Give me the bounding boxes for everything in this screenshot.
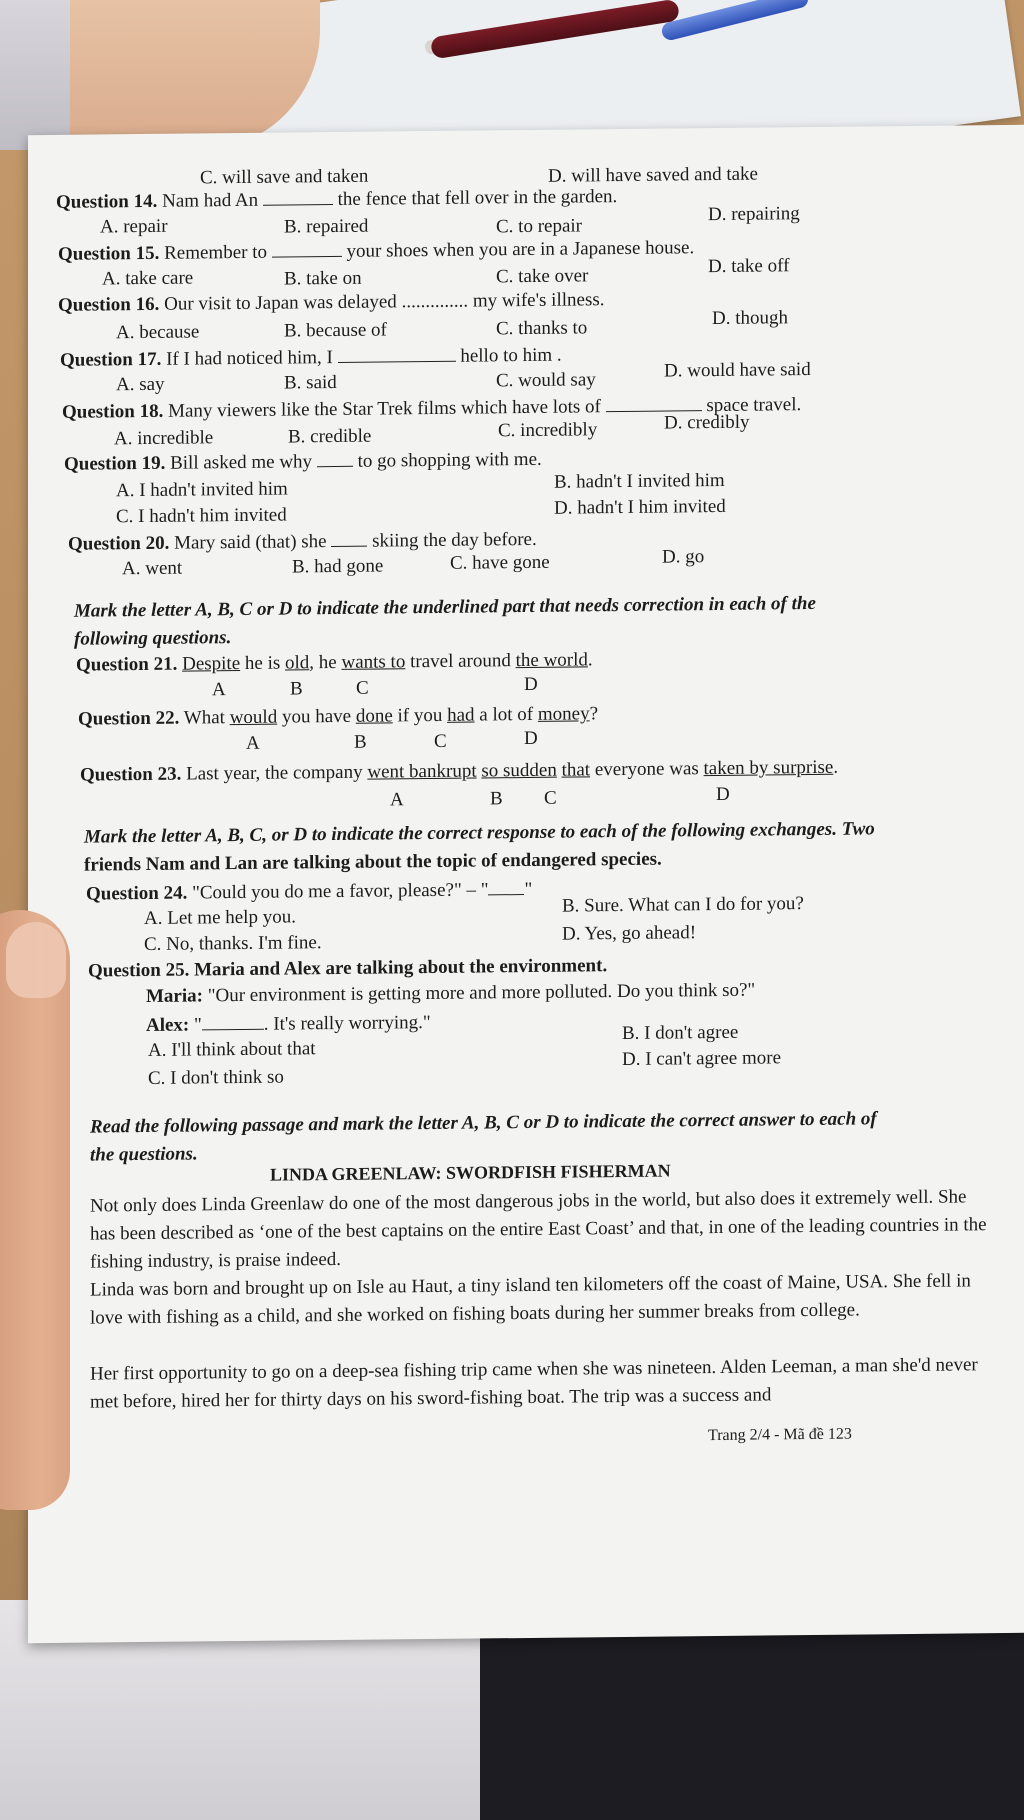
answer-dots: ..............: [401, 290, 469, 313]
q17-option-a: A. say: [116, 373, 165, 396]
underlined-part-c: that: [561, 759, 591, 781]
q16-option-d: D. though: [712, 307, 788, 330]
q16-option-a: A. because: [116, 321, 200, 344]
question-stem-end: ": [524, 878, 533, 901]
answer-blank: [272, 240, 342, 258]
q20-option-a: A. went: [122, 557, 183, 580]
q20-option-d: D. go: [662, 546, 705, 568]
q24-option-c: C. No, thanks. I'm fine.: [144, 932, 322, 956]
q20-option-b: B. had gone: [292, 555, 384, 578]
question-label: Question 23.: [80, 763, 182, 786]
passage-paragraph-3: Her first opportunity to go on a deep-sea fishing trip came when she was nineteen. Alden Leeman, a man she'd never met before, hired her for thirty days on his sword-fishing boat. The trip was a success and: [90, 1354, 978, 1413]
question-label: Question 22.: [78, 707, 180, 730]
q15-option-a: A. take care: [102, 267, 194, 290]
page-footer: Trang 2/4 - Mã đề 123: [708, 1425, 852, 1445]
q22-letter-d: D: [524, 727, 538, 750]
answer-blank: [338, 345, 456, 363]
question-stem-end: space travel.: [706, 394, 802, 417]
passage-paragraph-2: Linda was born and brought up on Isle au Haut, a tiny island ten kilometers off the coast of Maine, USA. She fell in love with fishing as a child, and she worked on fishing boats during her summer breaks from college.: [90, 1270, 971, 1329]
question-stem: Nam had An: [162, 189, 259, 212]
q19-option-c: C. I hadn't him invited: [116, 504, 287, 528]
speaker-alex: Alex:: [146, 1014, 190, 1036]
thumbnail-nail: [6, 922, 66, 998]
q14-option-c: C. to repair: [496, 215, 583, 238]
alex-text: . It's really worrying.": [263, 1011, 431, 1035]
question-label: Question 19.: [64, 452, 166, 475]
sentence-text: if you: [392, 704, 448, 727]
answer-blank: [202, 1013, 264, 1031]
sentence-text: travel around: [405, 650, 516, 673]
q19-option-b: B. hadn't I invited him: [554, 469, 725, 493]
error-section-instruction-1: Mark the letter A, B, C or D to indicate the underlined part that needs correction in each of the: [74, 592, 816, 622]
sentence-text: everyone was: [590, 758, 704, 781]
question-stem-end: skiing the day before.: [372, 528, 537, 552]
question-label: Question 18.: [62, 400, 164, 423]
q17-option-b: B. said: [284, 371, 337, 394]
question-label: Question 25.: [88, 959, 190, 982]
question-stem: Bill asked me why: [170, 451, 313, 474]
maria-text: "Our environment is getting more and more polluted. Do you think so?": [207, 979, 756, 1007]
question-stem: If I had noticed him, I: [166, 347, 333, 370]
answer-blank: [317, 450, 353, 467]
reading-section-instruction-1: Read the following passage and mark the letter A, B, C or D to indicate the correct answer to each of: [90, 1108, 877, 1138]
q17-option-d: D. would have said: [664, 359, 811, 382]
q15-option-b: B. take on: [284, 267, 362, 290]
maria-line: [146, 980, 755, 1009]
question-label: Question 14.: [56, 190, 158, 213]
q23-letter-a: A: [390, 789, 404, 811]
question-stem-end: hello to him .: [460, 344, 562, 367]
question-stem: Maria and Alex are talking about the environment.: [194, 955, 608, 981]
q24-option-a: A. Let me help you.: [144, 906, 296, 930]
answer-blank: [263, 188, 333, 206]
q16-option-b: B. because of: [284, 319, 387, 342]
q14-option-d: D. repairing: [708, 203, 800, 226]
q25-option-c: C. I don't think so: [148, 1066, 284, 1089]
q15-option-d: D. take off: [708, 255, 790, 278]
q22-letter-a: A: [246, 732, 260, 754]
question-label: Question 17.: [60, 348, 162, 371]
question-label: Question 24.: [86, 882, 188, 905]
q21-letter-a: A: [212, 679, 226, 701]
question-label: Question 16.: [58, 293, 160, 316]
thumb: [0, 910, 70, 1510]
q13-option-c: C. will save and taken: [200, 165, 369, 189]
underlined-part-a: would: [229, 706, 278, 729]
speaker-maria: Maria:: [146, 985, 203, 1007]
question-24: [86, 878, 532, 906]
question-label: Question 15.: [58, 242, 160, 265]
question-stem: "Could you do me a favor, please?" – ": [192, 879, 489, 904]
underlined-part-b: done: [355, 705, 393, 727]
underlined-part-a: went bankrupt: [367, 760, 477, 783]
question-stem: Our visit to Japan was delayed: [164, 291, 397, 315]
underlined-part-a: Despite: [182, 652, 241, 675]
q22-letter-c: C: [434, 730, 447, 752]
quote-open: ": [194, 1014, 202, 1036]
sentence-text: .: [587, 649, 593, 671]
sentence-text: ?: [589, 703, 599, 725]
answer-blank: [488, 878, 524, 895]
q18-option-a: A. incredible: [114, 427, 214, 450]
q25-option-b: B. I don't agree: [622, 1021, 739, 1044]
q24-option-b: B. Sure. What can I do for you?: [562, 893, 804, 917]
sentence-text: .: [833, 756, 839, 778]
q18-option-b: B. credible: [288, 425, 372, 448]
exam-sheet: [28, 125, 1024, 1643]
question-17: [60, 344, 562, 373]
question-15: [58, 236, 694, 266]
q18-option-c: C. incredibly: [498, 419, 598, 442]
q23-letter-d: D: [716, 783, 730, 806]
q14-option-b: B. repaired: [284, 215, 369, 238]
q25-option-a: A. I'll think about that: [148, 1038, 316, 1061]
error-section-instruction-2: following questions.: [74, 627, 232, 650]
q21-letter-d: D: [524, 673, 538, 696]
question-stem: Many viewers like the Star Trek films which have lots of: [168, 396, 601, 422]
q19-option-a: A. I hadn't invited him: [116, 478, 288, 502]
question-19: [64, 448, 542, 477]
q21-letter-b: B: [290, 678, 303, 700]
q20-option-c: C. have gone: [450, 551, 550, 574]
sentence-text: What: [183, 707, 230, 729]
sentence-text: Last year, the company: [186, 761, 368, 785]
q15-option-c: C. take over: [496, 265, 589, 288]
question-25: [88, 955, 607, 983]
question-stem: Mary said (that) she: [174, 531, 327, 554]
underlined-part-c: had: [447, 704, 475, 726]
q17-option-c: C. would say: [496, 369, 596, 392]
q23-letter-c: C: [544, 787, 557, 809]
sentence-text: , he: [309, 651, 342, 674]
q13-option-d: D. will have saved and take: [548, 163, 758, 187]
q22-letter-b: B: [354, 731, 367, 753]
question-16: [58, 289, 604, 318]
underlined-part-b: old: [285, 652, 310, 674]
passage-title: LINDA GREENLAW: SWORDFISH FISHERMAN: [270, 1160, 671, 1185]
sentence-text: you have: [277, 705, 356, 728]
question-22: [78, 703, 598, 731]
answer-blank: [331, 530, 367, 547]
question-label: Question 21.: [76, 653, 178, 676]
question-stem-end: my wife's illness.: [472, 289, 605, 312]
q21-letter-c: C: [356, 677, 369, 699]
response-section-instruction-2: friends Nam and Lan are talking about the topic of endangered species.: [84, 848, 662, 876]
underlined-part-d: taken by surprise: [703, 756, 834, 780]
underlined-part-c: wants to: [341, 651, 406, 673]
question-stem-end: your shoes when you are in a Japanese house.: [346, 237, 695, 262]
underlined-part-d: money: [537, 703, 590, 725]
question-stem-end: to go shopping with me.: [357, 448, 542, 472]
question-14: [56, 185, 617, 215]
q18-option-d: D. credibly: [664, 411, 750, 434]
question-stem: Remember to: [164, 241, 267, 264]
underlined-part-d: the world: [515, 649, 588, 672]
underlined-part-b: so sudden: [481, 759, 557, 782]
passage-paragraph-1: Not only does Linda Greenlaw do one of the most dangerous jobs in the world, but also does it extremely well. She has been described as ‘one of the best captains on the entire East Coast’ and that, in one of the leading countries in the fishing industry, is praise indeed.: [90, 1186, 987, 1273]
alex-line: [146, 1011, 431, 1038]
question-stem-end: the fence that fell over in the garden.: [337, 186, 618, 210]
q16-option-c: C. thanks to: [496, 317, 588, 340]
q24-option-d: D. Yes, go ahead!: [562, 922, 697, 945]
response-section-instruction-1: Mark the letter A, B, C, or D to indicate the correct response to each of the following exchanges. Two: [84, 818, 875, 848]
sentence-text: he is: [240, 652, 286, 674]
q23-letter-b: B: [490, 788, 503, 810]
question-21: [76, 649, 593, 677]
sentence-text: a lot of: [474, 703, 538, 726]
q25-option-d: D. I can't agree more: [622, 1047, 782, 1070]
question-label: Question 20.: [68, 532, 170, 555]
q14-option-a: A. repair: [100, 215, 168, 238]
question-23: [80, 757, 838, 788]
answer-blank: [606, 394, 702, 412]
reading-section-instruction-2: the questions.: [90, 1143, 198, 1166]
q19-option-d: D. hadn't I him invited: [554, 495, 726, 519]
